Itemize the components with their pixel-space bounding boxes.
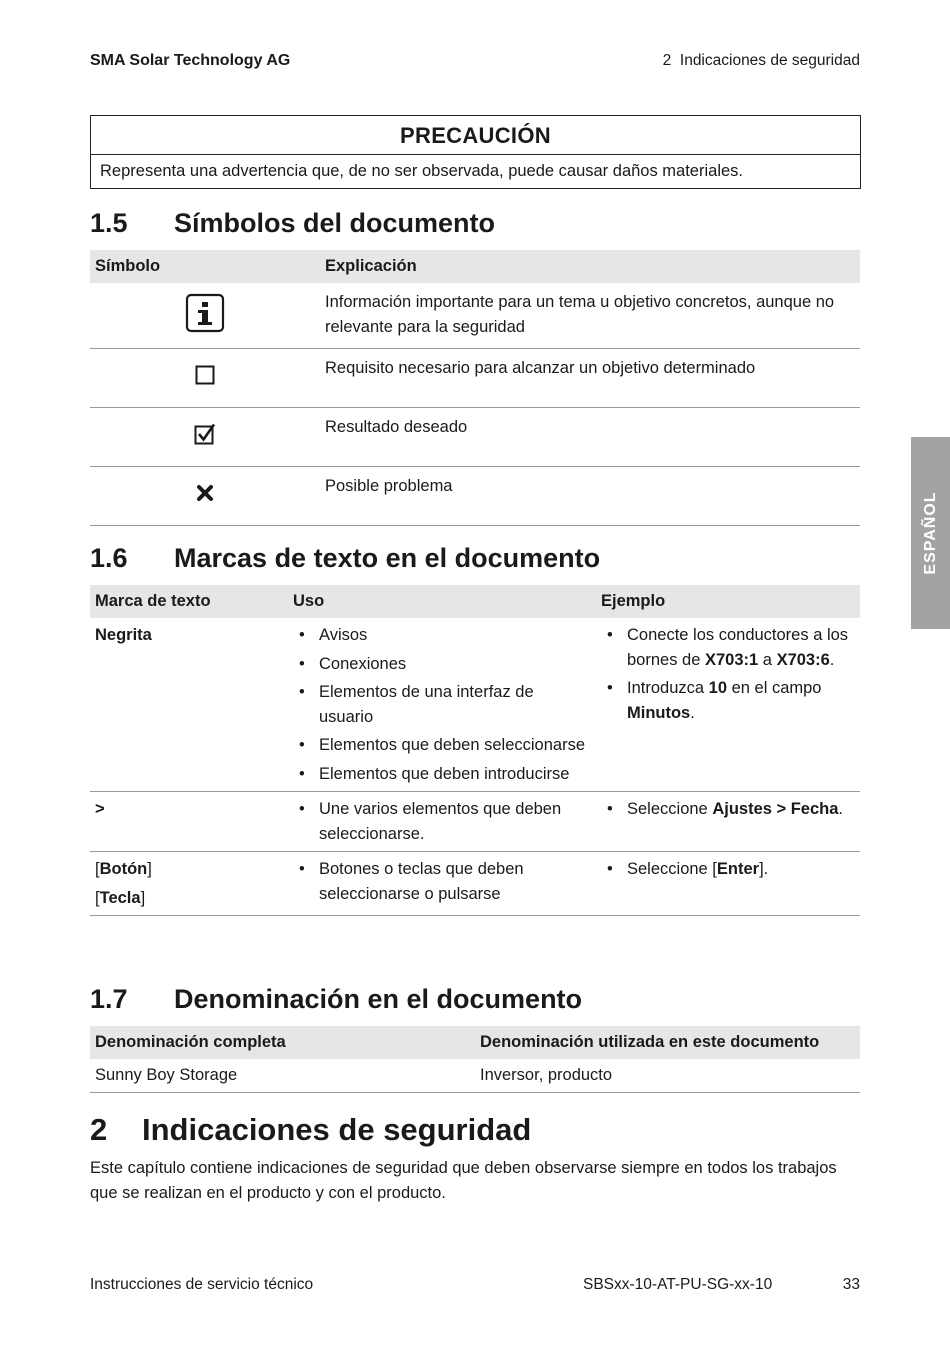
header-chapter: 2 Indicaciones de seguridad	[662, 52, 860, 69]
table-header-row	[90, 585, 860, 618]
table-row	[90, 792, 860, 852]
list-item: • Introduzca 10 en el campo Minutos.	[601, 676, 855, 725]
mark-key: [Tecla]	[95, 888, 146, 907]
example-list	[601, 623, 855, 725]
caution-title: PRECAUCIÓN	[91, 116, 860, 155]
section-number: 1.7	[90, 984, 128, 1014]
language-tab-label: ESPAÑOL	[921, 491, 939, 575]
example-list	[601, 797, 855, 822]
info-icon	[185, 293, 225, 333]
table-row	[90, 852, 860, 916]
example-cell	[596, 852, 860, 916]
use-cell	[288, 618, 596, 792]
col-use-header: Uso	[288, 585, 596, 618]
list-item: • Conecte los conductores a los bornes de X703:1 a X703:6.	[601, 623, 855, 672]
full-name-cell: Sunny Boy Storage	[90, 1059, 475, 1092]
caution-text: Representa una advertencia que, de no ser observada, puede causar daños materiales.	[100, 162, 744, 180]
use-list	[293, 857, 591, 906]
text-marks-table	[90, 585, 860, 916]
list-item: • Avisos	[293, 623, 591, 648]
footer-page-number: 33	[842, 1276, 860, 1293]
used-name-cell: Inversor, producto	[475, 1059, 860, 1092]
table-row	[90, 467, 860, 526]
caution-box	[90, 115, 861, 189]
mark-button: [Botón]	[95, 860, 152, 878]
list-item: • Botones o teclas que deben seleccionarse o pulsarse	[293, 857, 591, 906]
section-number: 1.5	[90, 208, 128, 238]
symbol-explanation: Información importante para un tema u objetivo concretos, aunque no relevante para la seguridad	[320, 283, 860, 349]
list-item: • Une varios elementos que deben seleccionarse.	[293, 797, 591, 846]
list-item: • Conexiones	[293, 652, 591, 677]
col-full-name-header: Denominación completa	[90, 1026, 475, 1059]
checkbox-empty-icon	[195, 365, 215, 385]
chapter-intro-text: Este capítulo contiene indicaciones de seguridad que deben observarse siempre en todos los trabajos que se realizan en el producto y con el producto.	[90, 1159, 837, 1202]
table-header-row	[90, 1026, 860, 1059]
footer-doc-title: Instrucciones de servicio técnico	[90, 1276, 314, 1293]
example-list	[601, 857, 855, 882]
col-example-header: Ejemplo	[596, 585, 860, 618]
table-row	[90, 1059, 860, 1092]
section-1-5-heading	[90, 208, 495, 239]
col-mark-header: Marca de texto	[90, 585, 288, 618]
section-1-6-heading	[90, 543, 600, 574]
example-cell	[596, 792, 860, 852]
col-used-name-header: Denominación utilizada en este documento	[475, 1026, 860, 1059]
language-tab	[911, 437, 950, 629]
list-item: • Seleccione Ajustes > Fecha.	[601, 797, 855, 822]
section-title: Marcas de texto en el documento	[174, 543, 601, 573]
checkbox-checked-icon	[194, 423, 216, 445]
symbol-explanation: Requisito necesario para alcanzar un objetivo determinado	[320, 349, 860, 408]
footer-doc-code: SBSxx-10-AT-PU-SG-xx-10	[583, 1276, 773, 1293]
mark-cell: >	[90, 792, 288, 852]
symbol-explanation: Resultado deseado	[320, 408, 860, 467]
mark-cell	[90, 852, 288, 916]
table-row	[90, 349, 860, 408]
col-explanation-header: Explicación	[320, 250, 860, 283]
list-item: • Seleccione [Enter].	[601, 857, 855, 882]
mark-cell: Negrita	[90, 618, 288, 792]
table-header-row	[90, 250, 860, 283]
names-table	[90, 1026, 860, 1093]
use-cell	[288, 792, 596, 852]
chapter-2-heading	[90, 1112, 531, 1148]
use-cell	[288, 852, 596, 916]
table-row	[90, 618, 860, 792]
chapter-title: Indicaciones de seguridad	[142, 1112, 532, 1147]
symbols-table	[90, 250, 860, 526]
use-list	[293, 797, 591, 846]
example-cell	[596, 618, 860, 792]
chapter-number: 2	[90, 1112, 108, 1147]
table-row	[90, 283, 860, 349]
section-1-7-heading	[90, 984, 582, 1015]
section-title: Símbolos del documento	[174, 208, 496, 238]
col-symbol-header: Símbolo	[90, 250, 320, 283]
table-row	[90, 408, 860, 467]
section-title: Denominación en el documento	[174, 984, 583, 1014]
list-item: • Elementos que deben seleccionarse	[293, 733, 591, 758]
list-item: • Elementos de una interfaz de usuario	[293, 680, 591, 729]
symbol-explanation: Posible problema	[320, 467, 860, 526]
use-list	[293, 623, 591, 786]
list-item: • Elementos que deben introducirse	[293, 762, 591, 787]
cross-icon	[196, 484, 214, 502]
header-company: SMA Solar Technology AG	[90, 52, 291, 69]
section-number: 1.6	[90, 543, 128, 573]
